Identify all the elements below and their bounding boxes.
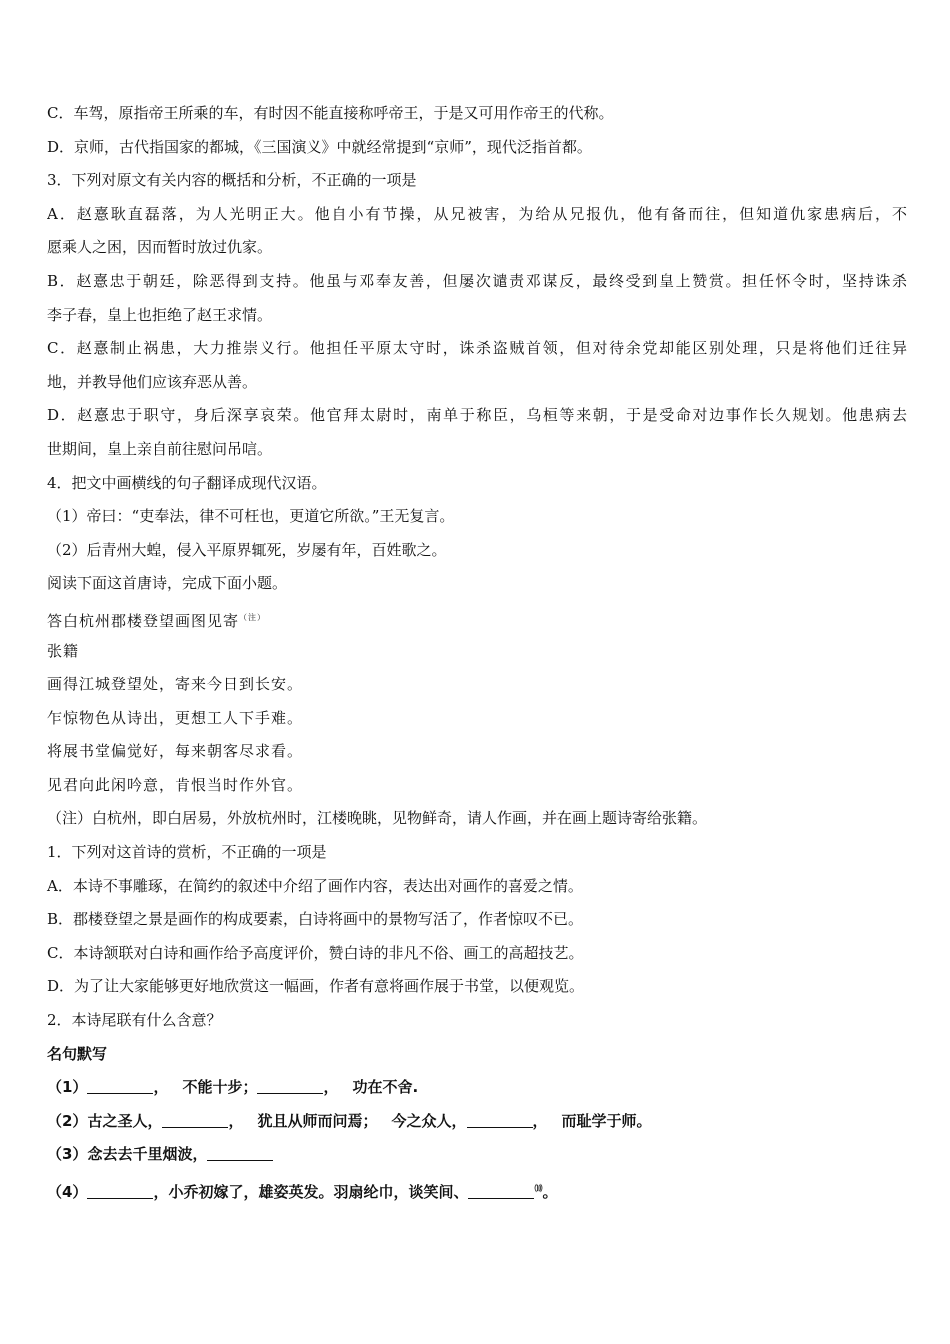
dictation-q1 bbox=[47, 1071, 907, 1105]
poem-intro: 阅读下面这首唐诗，完成下面小题。 bbox=[47, 574, 288, 593]
text: 犹且从师而问焉； bbox=[257, 1111, 378, 1130]
text: ， bbox=[532, 1111, 548, 1130]
document-page bbox=[47, 97, 907, 1206]
text: 不能十步； bbox=[182, 1078, 258, 1097]
q-number: （2） bbox=[47, 1111, 88, 1130]
q3-option-d: D．赵憙忠于职守，身后深享哀荣。他官拜太尉时，南单于称臣，乌桓等来朝，于是受命对边事作长久规划。他患病去 bbox=[47, 406, 907, 425]
q3-option-b-cont: 李子春，皇上也拒绝了赵王求情。 bbox=[47, 305, 273, 324]
q-number: （4） bbox=[47, 1183, 88, 1201]
text: 古之圣人， bbox=[87, 1111, 163, 1130]
q-number: （1） bbox=[47, 1078, 88, 1097]
dictation-q4 bbox=[47, 1172, 907, 1206]
dictation-q2 bbox=[47, 1105, 907, 1139]
q3-option-a: A．赵憙耿直磊落，为人光明正大。他自小有节操，从兄被害，为给从兄报仇，他有备而往，但知道仇家患病后，不 bbox=[47, 204, 907, 223]
q-number: （3） bbox=[47, 1145, 88, 1164]
text: 而耻学于师。 bbox=[561, 1111, 652, 1130]
text: ， bbox=[228, 1111, 244, 1130]
poem-verse: 画得江城登望处，寄来今日到长安。 bbox=[47, 675, 304, 694]
answer-blank[interactable] bbox=[87, 1184, 153, 1199]
poem-question-2: 2．本诗尾联有什么含意？ bbox=[47, 1011, 222, 1030]
text: 。 bbox=[542, 1183, 558, 1201]
q3-option-d-cont: 世期间，皇上亲自前往慰问吊唁。 bbox=[47, 439, 273, 458]
text: ，小乔初嫁了，雄姿英发。羽扇纶巾，谈笑间、 bbox=[153, 1183, 469, 1201]
q3-option-c: C．赵憙制止祸患，大力推崇义行。他担任平原太守时，诛杀盗贼首领，但对待余党却能区别处理，只是将他们迁往异 bbox=[47, 339, 907, 358]
answer-blank[interactable] bbox=[257, 1079, 323, 1094]
poem-option-c: C．本诗颔联对白诗和画作给予高度评价，赞白诗的非凡不俗、画工的高超技艺。 bbox=[47, 943, 584, 962]
poem-note: （注）白杭州，即白居易，外放杭州时，江楼晚眺，见物鲜奇，请人作画，并在画上题诗寄给张籍。 bbox=[47, 809, 708, 828]
question-3: 3．下列对原文有关内容的概括和分析，不正确的一项是 bbox=[47, 171, 417, 190]
poem-title bbox=[47, 601, 907, 635]
answer-blank[interactable] bbox=[207, 1146, 273, 1161]
footnote-marker: ⑽ bbox=[534, 1184, 543, 1193]
q3-option-b: B．赵憙忠于朝廷，除恶得到支持。他虽与邓奉友善，但屡次谴责邓谋反，最终受到皇上赞赏。担任怀令时，坚持诛杀 bbox=[47, 271, 907, 290]
text: 功在不舍. bbox=[352, 1078, 419, 1097]
answer-blank[interactable] bbox=[162, 1113, 228, 1128]
poem-title-text: 答白杭州郡楼登望画图见寄 bbox=[47, 611, 240, 630]
text: ， bbox=[153, 1078, 169, 1097]
poem-author: 张籍 bbox=[47, 641, 80, 660]
q3-option-a-cont: 愿乘人之困，因而暂时放过仇家。 bbox=[47, 238, 273, 257]
poem-title-note: （注） bbox=[239, 612, 267, 622]
text: 今之众人， bbox=[391, 1111, 467, 1130]
q4-sub-2: （2）后青州大蝗，侵入平原界辄死，岁屡有年，百姓歌之。 bbox=[47, 540, 447, 559]
q3-option-c-cont: 地，并教导他们应该弃恶从善。 bbox=[47, 372, 258, 391]
answer-blank[interactable] bbox=[87, 1079, 153, 1094]
poem-option-b: B．郡楼登望之景是画作的构成要素，白诗将画中的景物写活了，作者惊叹不已。 bbox=[47, 910, 584, 929]
poem-option-d: D．为了让大家能够更好地欣赏这一幅画，作者有意将画作展于书堂，以便观览。 bbox=[47, 977, 585, 996]
question-4: 4．把文中画横线的句子翻译成现代汉语。 bbox=[47, 473, 327, 492]
poem-verse: 将展书堂偏觉好，每来朝客尽求看。 bbox=[47, 742, 304, 761]
poem-verse: 乍惊物色从诗出，更想工人下手难。 bbox=[47, 708, 304, 727]
text: 念去去千里烟波， bbox=[87, 1145, 208, 1164]
q4-sub-1: （1）帝曰：“吏奉法，律不可枉也，更道它所欲。”王无复言。 bbox=[47, 507, 455, 526]
poem-question-1: 1．下列对这首诗的赏析，不正确的一项是 bbox=[47, 843, 327, 862]
answer-blank[interactable] bbox=[467, 1113, 533, 1128]
dictation-q3 bbox=[47, 1138, 907, 1172]
answer-blank[interactable] bbox=[468, 1184, 534, 1199]
poem-verse: 见君向此闲吟意，肯恨当时作外官。 bbox=[47, 775, 304, 794]
option-c: C．车驾，原指帝王所乘的车，有时因不能直接称呼帝王，于是又可用作帝王的代称。 bbox=[47, 104, 614, 122]
text: ， bbox=[323, 1078, 339, 1097]
dictation-heading: 名句默写 bbox=[47, 1044, 108, 1063]
poem-option-a: A．本诗不事雕琢，在简约的叙述中介绍了画作内容，表达出对画作的喜爱之情。 bbox=[47, 876, 583, 895]
option-d: D．京师，古代指国家的都城，《三国演义》中就经常提到“京师”，现代泛指首都。 bbox=[47, 137, 592, 156]
